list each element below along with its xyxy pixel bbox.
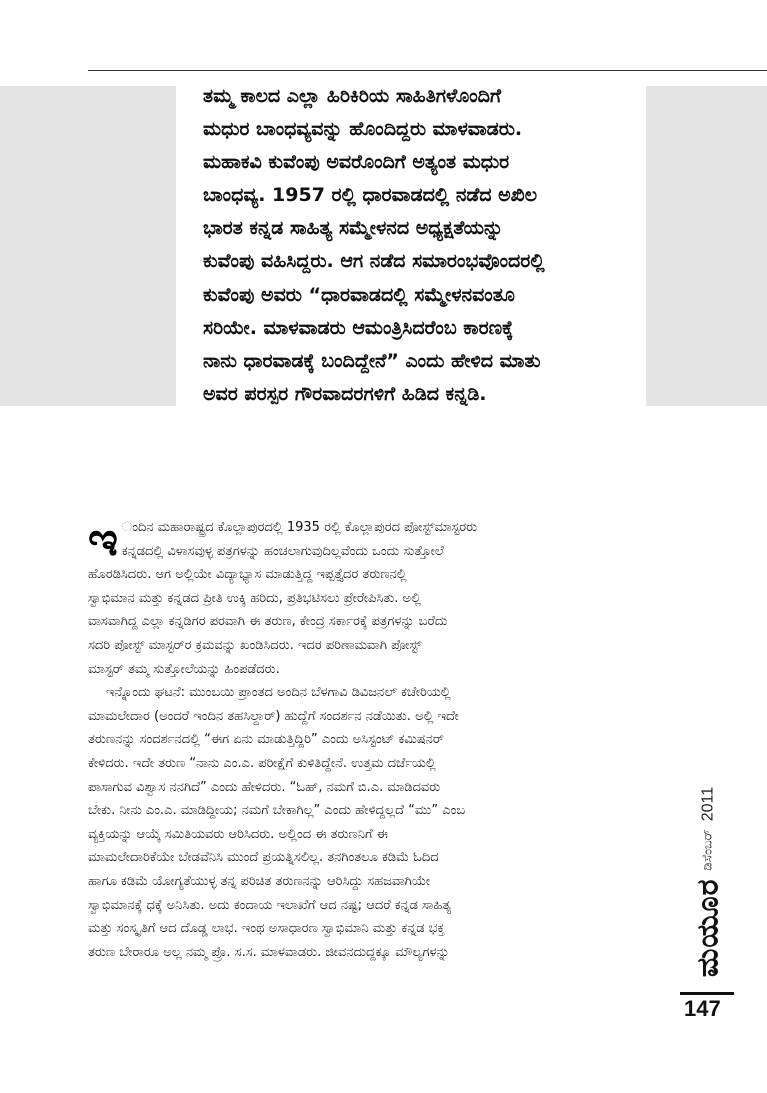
magazine-masthead: [691, 787, 726, 977]
drop-cap: ಇ: [88, 512, 118, 566]
article-line: ವ್ಯಕ್ತಿಯನ್ನು ಆಯ್ಕೆ ಸಮಿತಿಯವರು ಆರಿಸಿದರು. ಅಲ್ಲಿಂದ ಈ ತರುಣನಿಗೆ ಈ: [88, 826, 388, 842]
article-line: ಮಾಮಲೇದಾರಿಕೆಯೇ ಬೇಡವೆನಿಸಿ ಮುಂದೆ ಪ್ರಯತ್ನಿಸಲಿಲ್ಲ. ತನಗಿಂತಲೂ ಕಡಿಮೆ ಓದಿದ: [88, 850, 439, 866]
article-line: ಮತ್ತು ಸಂಸ್ಕೃತಿಗೆ ಆದ ದೊಡ್ಡ ಲಾಭ. ಇಂಥ ಅಸಾಧಾರಣ ಸ್ವಾಭಿಮಾನಿ ಮತ್ತು ಕನ್ನಡ ಭಕ್ತ: [88, 921, 445, 937]
article-line: ಸ್ವಾಭಿಮಾನ ಮತ್ತು ಕನ್ನಡದ ಪ್ರೀತಿ ಉಕ್ಕಿ ಹರಿದು, ಪ್ರತಿಭಟಿಸಲು ಪ್ರೇರೇಪಿಸಿತು. ಅಲ್ಲಿ: [88, 590, 421, 606]
article-line: ಕನ್ನಡದಲ್ಲಿ ವಿಳಾಸವುಳ್ಳ ಪತ್ರಗಳನ್ನು ಹಂಚಲಾಗುವುದಿಲ್ಲವೆಂದು ಒಂದು ಸುತ್ತೋಲೆ: [121, 543, 444, 559]
pull-quote-line: ಮಹಾಕವಿ ಕುವೆಂಪು ಅವರೊಂದಿಗೆ ಅತ್ಯಂತ ಮಧುರ: [203, 151, 510, 174]
article-line: ಸ್ವಾಭಿಮಾನಕ್ಕೆ ಧಕ್ಕೆ ಅನಿಸಿತು. ಅದು ಕಂದಾಯ ಇಲಾಖೆಗೆ ಆದ ನಷ್ಟ; ಆದರೆ ಕನ್ನಡ ಸಾಹಿತ್ಯ: [88, 897, 452, 913]
pull-quote: [203, 80, 643, 411]
article-line: ತರುಣ ಬೇರಾರೂ ಅಲ್ಲ ನಮ್ಮ ಪ್ರೊ. ಸ.ಸ. ಮಾಳವಾಡರು. ಜೀವನದುದ್ದಕ್ಕೂ ಮೌಲ್ಯಗಳನ್ನು: [88, 944, 450, 960]
pull-quote-line: ಮಧುರ ಬಾಂಧವ್ಯವನ್ನು ಹೊಂದಿದ್ದರು ಮಾಳವಾಡರು.: [203, 118, 523, 141]
pull-quote-line: ಸರಿಯೇ. ಮಾಳವಾಡರು ಆಮಂತ್ರಿಸಿದರೆಂಬ ಕಾರಣಕ್ಕೆ: [203, 316, 514, 339]
magazine-logo: ಮಯೂರ: [690, 878, 726, 978]
article-line: ಹೊರಡಿಸಿದರು. ಆಗ ಅಲ್ಲಿಯೇ ವಿದ್ಯಾಭ್ಯಾಸ ಮಾಡುತ್ತಿದ್ದ ಇಪ್ಪತ್ತೈದರ ತರುಣನಲ್ಲಿ: [88, 567, 407, 583]
page-number: 147: [684, 996, 721, 1021]
article-line: ಹಾಗೂ ಕಡಿಮೆ ಯೋಗ್ಯತೆಯುಳ್ಳ ತನ್ನ ಪರಿಚಿತ ತರುಣನನ್ನು ಆರಿಸಿದ್ದು ಸಹಜವಾಗಿಯೇ: [88, 873, 431, 889]
article-line: ಬೇಕು. ನೀನು ಎಂ.ಎ. ಮಾಡಿದ್ದೀಯ; ನಮಗೆ ಬೇಕಾಗಿಲ್ಲ” ಎಂದು ಹೇಳಿದ್ದಲ್ಲದೆ “ಮು” ಎಂಬ: [88, 803, 466, 819]
article-line: ಮಾಸ್ಟರ್ ತಮ್ಮ ಸುತ್ತೋಲೆಯನ್ನು ಹಿಂಪಡೆದರು.: [88, 661, 280, 677]
pull-quote-line: ತಮ್ಮ ಕಾಲದ ಎಲ್ಲಾ ಹಿರಿಕಿರಿಯ ಸಾಹಿತಿಗಳೊಂದಿಗೆ: [203, 85, 501, 107]
article-line: ಮಾಮಲೇದಾರ (ಅಂದರೆ ಇಂದಿನ ತಹಸಿಲ್ದಾರ್) ಹುದ್ದೆಗೆ ಸಂದರ್ಶನ ನಡೆಯಿತು. ಅಲ್ಲಿ ಇದೇ: [88, 708, 459, 724]
article-paragraph-1: [88, 512, 633, 681]
pull-quote-line: ಅವರ ಪರಸ್ಪರ ಗೌರವಾದರಗಳಿಗೆ ಹಿಡಿದ ಕನ್ನಡಿ.: [203, 382, 487, 405]
article-line: ಸದರಿ ಪೋಸ್ಟ್ ಮಾಸ್ಟರ್‌ರ ಕ್ರಮವನ್ನು ಖಂಡಿಸಿದರು. ಇದರ ಪರಿಣಾಮವಾಗಿ ಪೋಸ್ಟ್: [88, 637, 422, 653]
article-line: ಇನ್ನೊಂದು ಘಟನೆ: ಮುಂಬಯಿ ಪ್ರಾಂತದ ಅಂದಿನ ಬೆಳಗಾವಿ ಡಿವಿಜನಲ್ ಕಚೇರಿಯಲ್ಲಿ: [106, 685, 451, 701]
pull-quote-line: ಬಾಂಧವ್ಯ. 1957 ರಲ್ಲಿ ಧಾರವಾಡದಲ್ಲಿ ನಡೆದ ಅಖಿಲ: [203, 184, 538, 207]
page-number-rule: [680, 992, 734, 995]
issue-month: ಡಿಸೆಂಬರ್: [700, 829, 716, 871]
pull-quote-line: ಭಾರತ ಕನ್ನಡ ಸಾಹಿತ್ಯ ಸಮ್ಮೇಳನದ ಅಧ್ಯಕ್ಷತೆಯನ್ನು: [203, 217, 504, 240]
pull-quote-line: ಕುವೆಂಪು ಅವರು “ಧಾರವಾಡದಲ್ಲಿ ಸಮ್ಮೇಳನವಂತೂ: [203, 283, 515, 306]
first-line-text: ಂದಿನ ಮಹಾರಾಷ್ಟ್ರದ ಕೊಲ್ಲಾಪುರದಲ್ಲಿ 1935 ರಲ್ಲಿ ಕೊಲ್ಲಾಪುರದ ಪೋಸ್ಟ್‌ಮಾಸ್ಟರರು: [121, 520, 478, 535]
top-rule: [88, 70, 767, 71]
pull-quote-line: ಕುವೆಂಪು ವಹಿಸಿದ್ದರು. ಆಗ ನಡೆದ ಸಮಾರಂಭವೊಂದರಲ್ಲಿ: [203, 250, 545, 273]
pull-quote-line: ನಾನು ಧಾರವಾಡಕ್ಕೆ ಬಂದಿದ್ದೇನೆ” ಎಂದು ಹೇಳಿದ ಮಾತು: [203, 349, 541, 372]
article-line: ವಾಸವಾಗಿದ್ದ ಎಲ್ಲಾ ಕನ್ನಡಿಗರ ಪರವಾಗಿ ಈ ತರುಣ, ಕೇಂದ್ರ ಸರ್ಕಾರಕ್ಕೆ ಪತ್ರಗಳನ್ನು ಬರೆದು: [88, 614, 448, 630]
article-paragraph-2: [88, 681, 633, 964]
article-line: ಪಾಸಾಗುವ ವಿಶ್ವಾಸ ನನಗಿದೆ” ಎಂದು ಹೇಳಿದರು. “ಓಹ್, ನಮಗೆ ಬಿ.ಎ. ಮಾಡಿದವರು: [88, 779, 441, 795]
issue-year: 2011: [699, 786, 716, 822]
article-body: [88, 512, 633, 964]
magazine-sidebar: [688, 780, 728, 985]
article-line: ತರುಣನನ್ನು ಸಂದರ್ಶನದಲ್ಲಿ “ಈಗ ಏನು ಮಾಡುತ್ತಿದ್ದಿರಿ” ಎಂದು ಅಸಿಸ್ಟಂಟ್ ಕಮಿಷನರ್: [88, 732, 444, 748]
article-line: ಕೇಳಿದರು. ಇದೇ ತರುಣ “ನಾನು ಎಂ.ಎ. ಪರೀಕ್ಷೆಗೆ ಕುಳಿತಿದ್ದೇನೆ. ಉತ್ತಮ ದರ್ಜೆಯಲ್ಲಿ: [88, 755, 436, 771]
